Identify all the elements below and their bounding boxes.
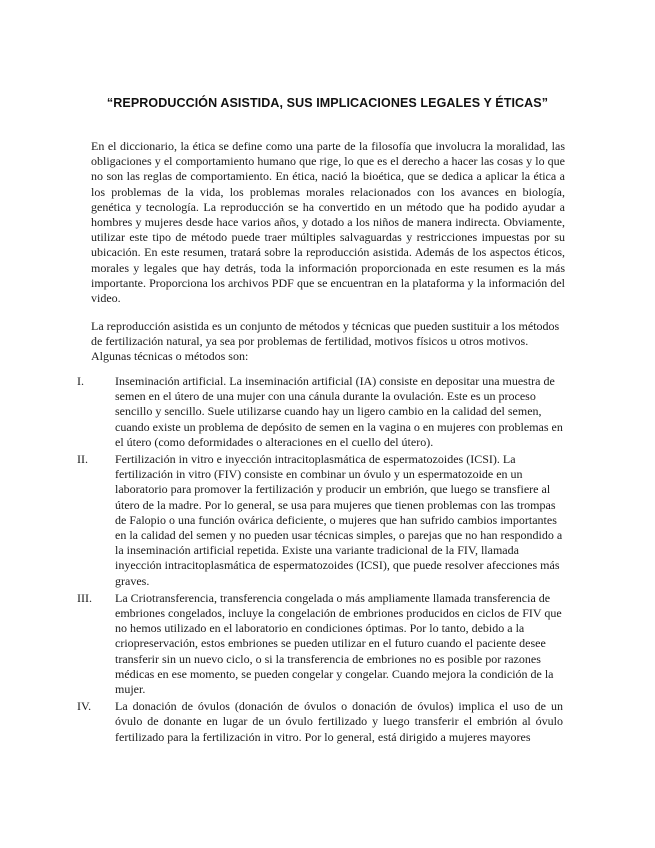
- list-item-text: Fertilización in vitro e inyección intracitoplasmática de espermatozoides (ICSI). La fertilización in vitro (FIV) consiste en combinar un óvulo y un espermatozoide en un laboratorio para promover la fertilización y producir un embrión, que luego se transfiere al útero de la madre. Por lo general, se usa para mujeres que tienen problemas con las trompas de Falopio o una función ovárica deficiente, o mujeres que han sufrido cambios importantes en la calidad del semen y no pueden usar técnicas simples, o parejas que no han respondido a la inseminación artificial repetida. Existe una variante tradicional de la FIV, llamada inyección intracitoplasmática de espermatozoides (ICSI), que puede resolver afecciones más graves.: [115, 452, 563, 588]
- list-item-text: Inseminación artificial. La inseminación artificial (IA) consiste en depositar una muestra de semen en el útero de una mujer con una cánula durante la ovulación. Este es un proceso sencillo y sencillo. Suele utilizarse cuando hay un ligero cambio en la calidad del semen, cuando existe un problema de depósito de semen en la vagina o en mujeres con problemas en el útero (como deformidades o alteraciones en el cuello del útero).: [115, 374, 563, 449]
- document-title: “REPRODUCCIÓN ASISTIDA, SUS IMPLICACIONES LEGALES Y ÉTICAS”: [106, 96, 549, 110]
- techniques-intro-paragraph: La reproducción asistida es un conjunto de métodos y técnicas que pueden sustituir a los métodos de fertilización natural, ya sea por problemas de fertilidad, motivos físicos u otros motivos. Algunas técnicas o métodos son:: [91, 319, 560, 364]
- list-item: [0, 699, 655, 745]
- list-item: [0, 591, 655, 697]
- list-item: [0, 452, 655, 589]
- list-numeral: III.: [77, 590, 92, 605]
- list-item-text: La Criotransferencia, transferencia congelada o más ampliamente llamada transferencia de embriones congelados, incluye la congelación de embriones producidos en ciclos de FIV que no hemos utilizado en el laboratorio en condiciones óptimas. Por lo tanto, debido a la criopreservación, estos embriones se pueden utilizar en el futuro cuando el paciente desee transferir sin un nuevo ciclo, o si la transferencia de embriones no es posible por razones médicas en ese momento, se pueden congelar y congelar. Cuando mejora la condición de la mujer.: [115, 590, 562, 697]
- intro-paragraph: En el diccionario, la ética se define como una parte de la filosofía que involucra la moralidad, las obligaciones y el comportamiento humano que rige, lo que es el derecho a hacer las cosas y lo que no son las reglas de comportamiento. En ética, nació la bioética, que se dedica a aplicar la ética a los problemas de la vida, los problemas morales relacionados con los avances en biología, genética y tecnología. La reproducción se ha convertido en un método que ha podido ayudar a hombres y mujeres desde hace varios años, y dotado a los niños de manera indirecta. Obviamente, utilizar este tipo de método puede traer múltiples salvaguardas y restricciones impuestas por su ubicación. En este resumen, tratará sobre la reproducción asistida. Además de los aspectos éticos, morales y legales que hay detrás, toda la información proporcionada en este resumen es la más importante. Proporciona los archivos PDF que se encuentran en la plataforma y la información del video.: [91, 139, 565, 306]
- list-numeral: II.: [77, 452, 88, 467]
- list-numeral: I.: [77, 374, 84, 388]
- techniques-list: [0, 374, 655, 747]
- list-item-text: La donación de óvulos (donación de óvulos o donación de óvulos) implica el uso de un óvulo de donante en lugar de un óvulo fertilizado y luego transferir el embrión al óvulo fertilizado para la fertilización in vitro. Por lo general, está dirigido a mujeres mayores: [115, 699, 563, 744]
- list-numeral: IV.: [77, 699, 92, 714]
- list-item: [0, 374, 655, 450]
